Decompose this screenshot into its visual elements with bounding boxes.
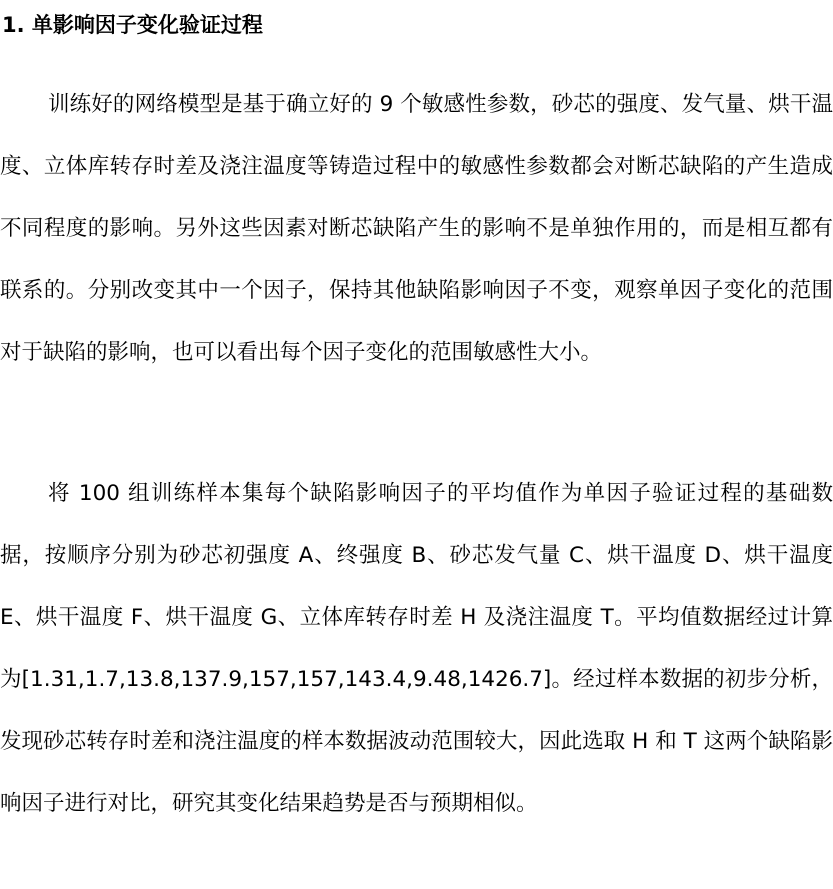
section-heading: 1. 单影响因子变化验证过程	[2, 13, 263, 37]
body-paragraph: 将 100 组训练样本集每个缺陷影响因子的平均值作为单因子验证过程的基础数据，按顺序分别为砂芯初强度 A、终强度 B、砂芯发气量 C、烘干温度 D、烘干温度 E、烘干温度 F、烘干温度 G、立体库转存时差 H 及浇注温度 T。平均值数据经过计算为[1.31,1.7,13.8,137.9,157,157,143.4,9.48,1426.7]。经过样本数据的初步分析，发现砂芯转存时差和浇注温度的样本数据波动范围较大，因此选取 H 和 T 这两个缺陷影响因子进行对比，研究其变化结果趋势是否与预期相似。	[0, 481, 833, 816]
body-paragraph: 训练好的网络模型是基于确立好的 9 个敏感性参数，砂芯的强度、发气量、烘干温度、立体库转存时差及浇注温度等铸造过程中的敏感性参数都会对断芯缺陷的产生造成不同程度的影响。另外这些因素对断芯缺陷产生的影响不是单独作用的，而是相互都有联系的。分别改变其中一个因子，保持其他缺陷影响因子不变，观察单因子变化的范围对于缺陷的影响，也可以看出每个因子变化的范围敏感性大小。	[0, 92, 833, 365]
